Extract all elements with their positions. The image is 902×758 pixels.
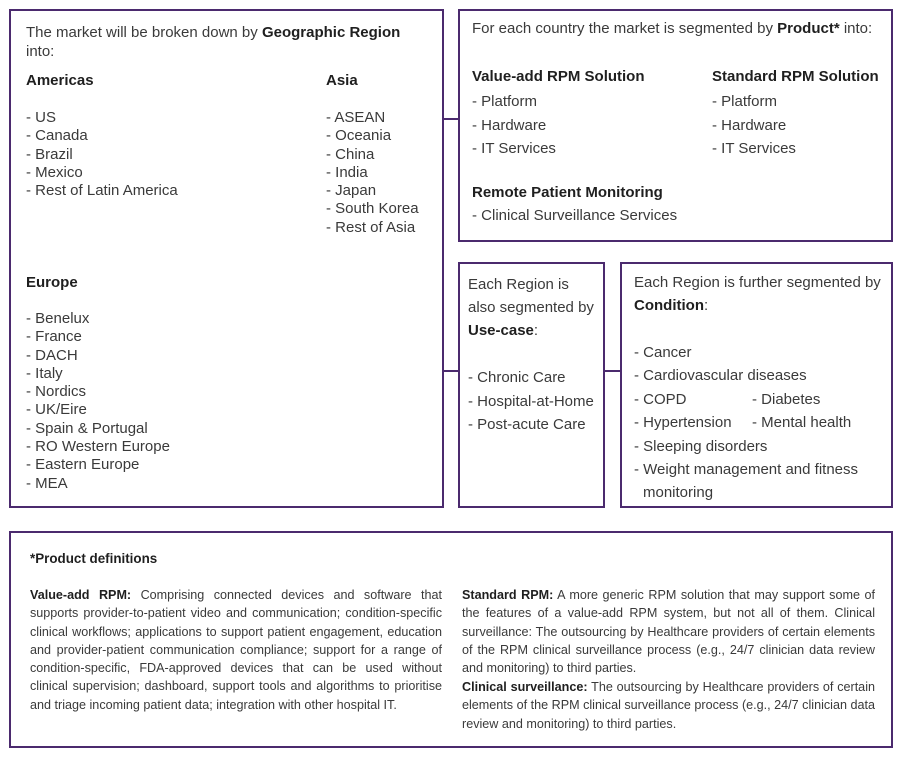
product-definitions-box — [9, 531, 893, 748]
clinical-definition — [462, 678, 875, 733]
standard-definition-text: A more generic RPM solution that may support some of the features of a value-add RPM system, but not all of them. Clinical surveillance: The outsourcing by Healthcare providers of certain elements of the RPM clinical surveillance process (e.g., 24/7 clinician data review and monitoring) to third parties. — [462, 588, 875, 676]
americas-item: - Canada — [26, 127, 88, 145]
geo-intro-text: The market will be broken down by — [26, 24, 262, 41]
value-add-heading: Value-add RPM Solution — [472, 68, 645, 85]
europe-item: - UK/Eire — [26, 401, 87, 419]
asia-item: - Oceania — [326, 127, 392, 145]
use-case-intro-text-end: : — [533, 322, 539, 339]
use-case-intro — [468, 273, 598, 342]
europe-item: - France — [26, 328, 82, 346]
product-intro-text-end: into: — [839, 20, 873, 37]
condition-item: - Hypertension — [634, 414, 732, 432]
standard-item: - IT Services — [712, 140, 796, 157]
geo-intro-bold: Geographic Region — [261, 24, 401, 41]
use-case-item: - Post-acute Care — [468, 416, 586, 433]
asia-heading: Asia — [326, 72, 358, 89]
value-add-item: - Hardware — [472, 116, 547, 134]
value-add-definition-label: Value-add RPM: — [30, 588, 132, 602]
europe-item: - Nordics — [26, 383, 87, 401]
condition-item: - Cardiovascular diseases — [634, 367, 807, 385]
europe-item: - DACH — [26, 346, 78, 364]
standard-definition — [462, 586, 875, 677]
definitions-title: *Product definitions — [30, 551, 158, 566]
americas-item: - Brazil — [26, 145, 73, 163]
value-add-definition — [30, 586, 442, 714]
asia-item: - Japan — [326, 182, 377, 200]
use-case-item: - Hospital-at-Home — [468, 392, 594, 410]
use-case-item: - Chronic Care — [468, 369, 566, 386]
americas-item: - Rest of Latin America — [26, 182, 178, 200]
americas-list — [26, 109, 178, 200]
condition-item: - Mental health — [752, 414, 852, 432]
clinical-definition-text: The outsourcing by Healthcare providers of certain elements of the RPM clinical surveillance process (e.g., 24/7 clinician data review and monitoring) to third parties. — [462, 680, 875, 731]
asia-item: - India — [326, 163, 368, 181]
value-add-definition-text: Comprising connected devices and software that supports provider-to-patient video and communication; condition-specific clinical workflows; applications to support patient engagement, education and provider-patient communication compliance; support for a range of condition-specific, FDA-approved devices that can be used without clinical supervision; dashboard, support tools and algorithms to prioritise and triage incoming patient data; integration with other hospital IT. — [30, 588, 442, 712]
condition-item: - Sleeping disorders — [634, 437, 768, 455]
asia-item: - South Korea — [326, 200, 419, 218]
product-intro-text: For each country the market is segmented by — [472, 20, 778, 37]
asia-item: - ASEAN — [326, 109, 386, 126]
product-intro-bold: Product* — [777, 20, 840, 37]
condition-item: - Diabetes — [752, 390, 821, 408]
value-add-item: - IT Services — [472, 140, 556, 157]
geographic-region-box — [9, 9, 444, 508]
standard-item: - Hardware — [712, 116, 787, 134]
asia-item: - China — [326, 145, 375, 163]
condition-item: monitoring — [643, 484, 714, 502]
product-box — [458, 9, 893, 242]
condition-intro-text: Each Region is further segmented by — [634, 274, 881, 291]
asia-item: - Rest of Asia — [326, 218, 416, 236]
europe-item: - Italy — [26, 364, 63, 382]
use-case-box — [458, 262, 605, 508]
use-case-intro-text: Each Region is also segmented by — [468, 276, 594, 316]
europe-item: - Eastern Europe — [26, 456, 140, 474]
europe-list — [26, 310, 170, 493]
clinical-definition-label: Clinical surveillance: — [462, 680, 588, 694]
condition-intro-bold: Condition — [634, 297, 704, 314]
condition-item: - Cancer — [634, 344, 692, 361]
condition-box — [620, 262, 893, 508]
condition-intro-text-end: : — [703, 297, 709, 314]
remote-list — [472, 207, 677, 225]
geo-intro — [26, 24, 426, 61]
condition-item: - COPD — [634, 390, 687, 408]
geo-intro-text-end: into: — [26, 42, 55, 60]
standard-list — [712, 90, 796, 161]
condition-intro — [634, 271, 889, 317]
europe-item: - Spain & Portugal — [26, 419, 148, 437]
americas-item: - US — [26, 109, 56, 126]
remote-heading: Remote Patient Monitoring — [472, 184, 663, 201]
americas-heading: Americas — [26, 72, 94, 89]
value-add-item: - Platform — [472, 93, 538, 110]
use-case-intro-bold: Use-case — [468, 322, 534, 339]
asia-list — [326, 109, 419, 237]
product-intro — [472, 20, 887, 39]
standard-heading: Standard RPM Solution — [712, 68, 879, 85]
use-case-list — [468, 366, 594, 437]
europe-item: - RO Western Europe — [26, 438, 170, 456]
standard-item: - Platform — [712, 93, 778, 110]
europe-heading: Europe — [26, 274, 78, 291]
europe-item: - Benelux — [26, 310, 90, 327]
americas-item: - Mexico — [26, 163, 83, 181]
condition-item: - Weight management and fitness — [634, 461, 859, 478]
standard-definition-label: Standard RPM: — [462, 588, 554, 602]
remote-item: - Clinical Surveillance Services — [472, 207, 678, 224]
value-add-list — [472, 90, 556, 161]
europe-item: - MEA — [26, 474, 68, 492]
condition-list — [634, 341, 858, 505]
